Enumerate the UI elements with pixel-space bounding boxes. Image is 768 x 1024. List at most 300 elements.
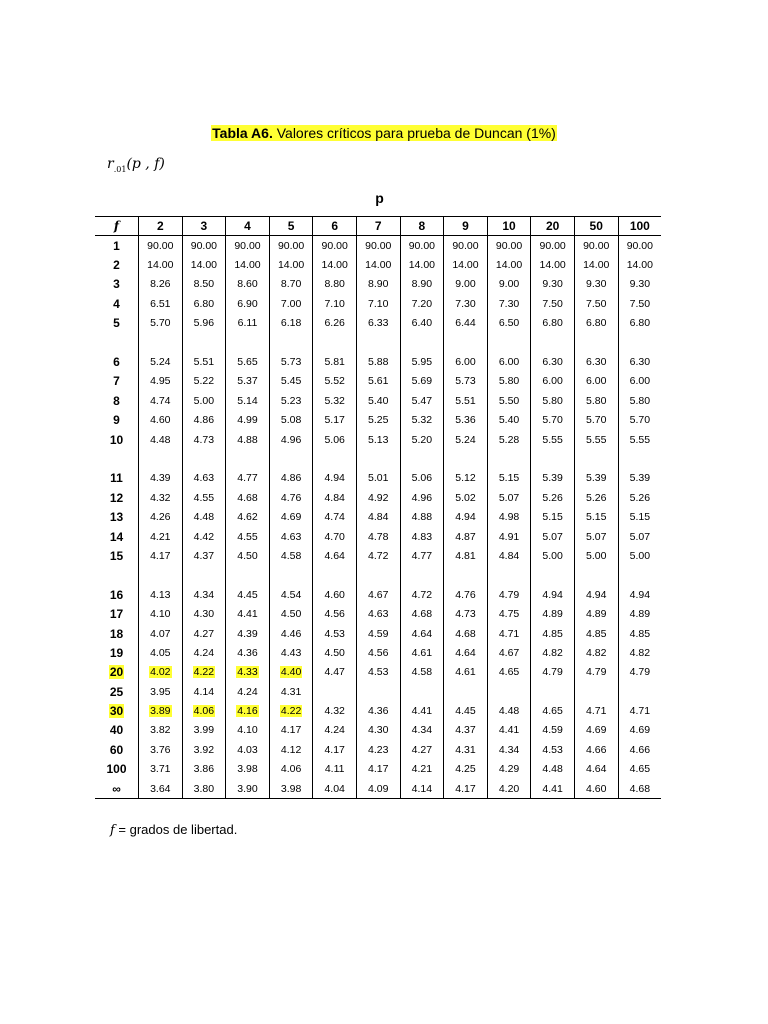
table-cell xyxy=(139,663,183,682)
spacer-cell xyxy=(139,449,183,468)
table-row xyxy=(95,779,661,799)
cell-value: 6.80 xyxy=(629,317,651,330)
header-p-100: 100 xyxy=(618,217,661,236)
cell-value: 4.62 xyxy=(237,511,258,524)
cell-value: 5.80 xyxy=(629,394,651,407)
spacer-cell xyxy=(139,333,183,352)
table-cell xyxy=(269,721,313,740)
table-cell xyxy=(139,604,183,623)
cell-value: 4.37 xyxy=(193,549,215,562)
table-cell xyxy=(313,779,357,799)
cell-value: 4.87 xyxy=(455,530,476,543)
table-cell xyxy=(531,236,575,256)
row-f-label xyxy=(95,430,139,449)
table-cell xyxy=(618,430,661,449)
table-cell xyxy=(487,469,531,488)
cell-value: 4.06 xyxy=(193,705,215,718)
cell-value: 5.96 xyxy=(193,317,215,330)
cell-value: 4.48 xyxy=(542,763,563,776)
table-cell xyxy=(618,391,661,410)
table-cell xyxy=(487,779,531,799)
cell-value: 5.15 xyxy=(542,511,563,524)
cell-value: 4.39 xyxy=(150,472,171,485)
cell-value: 8.90 xyxy=(368,278,389,291)
table-cell xyxy=(356,760,400,779)
table-cell xyxy=(226,255,270,274)
cell-value: 4.41 xyxy=(498,724,520,737)
cell-value: 3.80 xyxy=(193,782,215,795)
table-cell xyxy=(487,740,531,759)
table-cell xyxy=(226,294,270,313)
table-cell xyxy=(400,760,444,779)
table-cell xyxy=(356,682,400,701)
table-cell xyxy=(226,314,270,333)
table-cell xyxy=(269,507,313,526)
cell-value: 90.00 xyxy=(626,239,653,252)
table-row xyxy=(95,740,661,759)
spacer-cell xyxy=(531,566,575,585)
table-cell xyxy=(444,643,488,662)
table-cell xyxy=(226,682,270,701)
cell-value: 5.07 xyxy=(498,491,520,504)
cell-value: 4.21 xyxy=(411,763,433,776)
table-cell xyxy=(487,236,531,256)
table-cell xyxy=(139,275,183,294)
table-cell xyxy=(139,236,183,256)
cell-value: 5.08 xyxy=(280,414,302,427)
table-cell xyxy=(444,314,488,333)
table-cell xyxy=(269,391,313,410)
table-cell xyxy=(182,643,226,662)
table-cell xyxy=(531,294,575,313)
table-cell xyxy=(269,314,313,333)
spacer-cell xyxy=(313,333,357,352)
cell-value: 4.89 xyxy=(586,608,607,621)
table-cell xyxy=(400,604,444,623)
cell-value: 4.50 xyxy=(237,549,258,562)
cell-value: 4.55 xyxy=(237,530,258,543)
cell-value: 4.40 xyxy=(280,666,302,679)
cell-value: 4.84 xyxy=(498,549,520,562)
table-cell xyxy=(356,721,400,740)
cell-value: 5.70 xyxy=(629,414,651,427)
footnote xyxy=(110,822,237,838)
row-f-label xyxy=(95,663,139,682)
cell-value: 90.00 xyxy=(583,239,610,252)
table-row xyxy=(95,604,661,623)
cell-value: 14.00 xyxy=(190,259,218,272)
cell-value: 4.41 xyxy=(237,608,258,621)
table-cell xyxy=(618,236,661,256)
table-cell xyxy=(400,294,444,313)
cell-value: 5.80 xyxy=(498,375,520,388)
cell-value: 4.86 xyxy=(280,472,302,485)
cell-value: 7.30 xyxy=(498,297,520,310)
table-cell xyxy=(531,682,575,701)
cell-value: 4.63 xyxy=(368,608,389,621)
cell-value: 4.74 xyxy=(324,511,345,524)
table-cell xyxy=(313,624,357,643)
row-f-text: 14 xyxy=(109,529,124,544)
table-cell xyxy=(139,294,183,313)
table-cell xyxy=(400,411,444,430)
cell-value: 4.30 xyxy=(368,724,389,737)
cell-value: 4.72 xyxy=(411,588,433,601)
table-cell xyxy=(444,507,488,526)
row-f-text: 4 xyxy=(113,296,120,311)
cell-value: 4.09 xyxy=(368,782,389,795)
table-cell xyxy=(444,663,488,682)
table-cell xyxy=(531,488,575,507)
cell-value: 5.73 xyxy=(455,375,476,388)
table-cell xyxy=(444,255,488,274)
cell-value: 4.67 xyxy=(368,588,389,601)
row-f-label xyxy=(95,236,139,256)
table-cell xyxy=(574,760,618,779)
table-cell xyxy=(313,314,357,333)
table-cell xyxy=(531,701,575,720)
cell-value: 4.96 xyxy=(280,433,302,446)
table-cell xyxy=(226,236,270,256)
table-cell xyxy=(226,624,270,643)
cell-value: 5.51 xyxy=(193,356,215,369)
table-cell xyxy=(531,275,575,294)
table-cell xyxy=(313,663,357,682)
cell-value: 4.48 xyxy=(498,705,520,718)
table-cell xyxy=(269,255,313,274)
table-cell xyxy=(400,488,444,507)
table-cell xyxy=(487,391,531,410)
table-cell xyxy=(400,585,444,604)
cell-value: 4.24 xyxy=(237,685,258,698)
cell-value: 5.06 xyxy=(324,433,345,446)
cell-value: 4.88 xyxy=(237,433,258,446)
cell-value: 5.00 xyxy=(586,549,607,562)
table-cell xyxy=(400,275,444,294)
cell-value: 4.65 xyxy=(629,763,651,776)
spacer-cell xyxy=(182,566,226,585)
table-cell xyxy=(487,352,531,371)
cell-value: 4.75 xyxy=(498,608,520,621)
table-cell xyxy=(531,372,575,391)
table-cell xyxy=(182,546,226,565)
footnote-f: f xyxy=(110,823,115,838)
table-cell xyxy=(574,372,618,391)
cell-value: 4.12 xyxy=(280,743,302,756)
table-cell xyxy=(356,469,400,488)
cell-value: 4.69 xyxy=(280,511,302,524)
table-cell xyxy=(487,624,531,643)
table-cell xyxy=(618,469,661,488)
table-cell xyxy=(139,779,183,799)
table-body xyxy=(95,236,661,799)
cell-value: 4.60 xyxy=(586,782,607,795)
row-f-text: 12 xyxy=(109,490,124,505)
cell-value: 8.26 xyxy=(150,278,171,291)
table-row xyxy=(95,352,661,371)
cell-value: 4.42 xyxy=(193,530,215,543)
cell-value: 5.51 xyxy=(455,394,476,407)
cell-value: 4.63 xyxy=(280,530,302,543)
cell-value: 14.00 xyxy=(321,259,348,272)
table-cell xyxy=(226,701,270,720)
cell-value: 4.85 xyxy=(629,627,651,640)
table-cell xyxy=(269,546,313,565)
cell-value: 5.26 xyxy=(542,491,563,504)
row-f-label xyxy=(95,546,139,565)
table-cell xyxy=(574,411,618,430)
table-cell xyxy=(400,740,444,759)
row-f-text: 5 xyxy=(113,316,120,331)
table-cell xyxy=(269,760,313,779)
table-cell xyxy=(269,740,313,759)
table-cell xyxy=(139,760,183,779)
table-cell xyxy=(226,275,270,294)
table-cell xyxy=(487,643,531,662)
table-row xyxy=(95,391,661,410)
table-cell xyxy=(269,682,313,701)
cell-value: 90.00 xyxy=(539,239,566,252)
table-cell xyxy=(356,391,400,410)
cell-value: 4.17 xyxy=(368,763,389,776)
cell-value: 7.50 xyxy=(629,297,651,310)
table-cell xyxy=(444,352,488,371)
table-cell xyxy=(313,682,357,701)
table-cell xyxy=(487,701,531,720)
table-cell xyxy=(400,721,444,740)
table-cell xyxy=(531,391,575,410)
cell-value: 4.92 xyxy=(368,491,389,504)
cell-value: 4.48 xyxy=(193,511,215,524)
table-cell xyxy=(531,546,575,565)
table-cell xyxy=(182,372,226,391)
cell-value: 6.50 xyxy=(498,317,520,330)
table-cell xyxy=(356,411,400,430)
table-cell xyxy=(444,488,488,507)
spacer-cell xyxy=(95,333,139,352)
table-cell xyxy=(356,507,400,526)
cell-value: 4.83 xyxy=(411,530,433,543)
cell-value: 4.30 xyxy=(193,608,215,621)
table-cell xyxy=(574,469,618,488)
cell-value: 4.77 xyxy=(237,472,258,485)
table-cell xyxy=(356,488,400,507)
cell-value: 4.32 xyxy=(150,491,171,504)
table-cell xyxy=(618,314,661,333)
cell-value: 4.33 xyxy=(237,666,258,679)
cell-value: 4.81 xyxy=(455,549,476,562)
cell-value: 5.39 xyxy=(542,472,563,485)
row-f-label xyxy=(95,411,139,430)
row-f-label xyxy=(95,604,139,623)
table-cell xyxy=(182,760,226,779)
table-cell xyxy=(356,352,400,371)
table-cell xyxy=(531,643,575,662)
cell-value: 5.26 xyxy=(629,491,651,504)
table-cell xyxy=(226,760,270,779)
cell-value: 4.58 xyxy=(411,666,433,679)
table-cell xyxy=(139,701,183,720)
table-row xyxy=(95,294,661,313)
table-cell xyxy=(226,372,270,391)
cell-value: 14.00 xyxy=(234,259,261,272)
cell-value: 4.34 xyxy=(193,588,215,601)
table-cell xyxy=(182,255,226,274)
cell-value: 4.41 xyxy=(411,705,433,718)
row-f-label xyxy=(95,275,139,294)
table-cell xyxy=(182,488,226,507)
table-row xyxy=(95,430,661,449)
table-cell xyxy=(618,701,661,720)
table-cell xyxy=(400,430,444,449)
row-f-text: 15 xyxy=(109,548,124,563)
cell-value: 4.46 xyxy=(280,627,302,640)
table-cell xyxy=(444,721,488,740)
cell-value: 5.52 xyxy=(324,375,345,388)
cell-value: 6.44 xyxy=(455,317,476,330)
table-cell xyxy=(226,546,270,565)
cell-value: 4.24 xyxy=(324,724,345,737)
row-f-text: 100 xyxy=(106,762,127,777)
table-cell xyxy=(356,314,400,333)
table-cell xyxy=(139,411,183,430)
table-cell xyxy=(400,352,444,371)
table-cell xyxy=(487,546,531,565)
row-f-text: 17 xyxy=(109,607,124,622)
table-cell xyxy=(313,275,357,294)
table-cell xyxy=(356,294,400,313)
cell-value: 4.56 xyxy=(324,608,345,621)
cell-value: 5.32 xyxy=(324,394,345,407)
cell-value: 14.00 xyxy=(495,259,523,272)
cell-value: 4.66 xyxy=(586,743,607,756)
spacer-cell xyxy=(487,449,531,468)
table-cell xyxy=(139,488,183,507)
cell-value: 4.63 xyxy=(193,472,215,485)
cell-value: 4.58 xyxy=(280,549,302,562)
cell-value: 5.73 xyxy=(280,356,302,369)
cell-value: 4.96 xyxy=(411,491,433,504)
cell-value: 8.80 xyxy=(324,278,345,291)
row-f-text: 9 xyxy=(113,413,120,428)
cell-value: 90.00 xyxy=(147,239,174,252)
table-cell xyxy=(487,314,531,333)
table-cell xyxy=(269,352,313,371)
table-row xyxy=(95,275,661,294)
spacer-cell xyxy=(139,566,183,585)
table-cell xyxy=(313,643,357,662)
table-cell xyxy=(226,663,270,682)
table-cell xyxy=(182,585,226,604)
table-cell xyxy=(182,411,226,430)
cell-value: 5.65 xyxy=(237,356,258,369)
cell-value: 90.00 xyxy=(495,239,523,252)
cell-value: 4.89 xyxy=(629,608,651,621)
table-cell xyxy=(356,527,400,546)
table-cell xyxy=(618,779,661,799)
cell-value: 5.22 xyxy=(193,375,215,388)
row-f-label xyxy=(95,372,139,391)
table-cell xyxy=(313,740,357,759)
table-cell xyxy=(487,255,531,274)
table-cell xyxy=(618,527,661,546)
row-f-label xyxy=(95,760,139,779)
cell-value: 4.07 xyxy=(150,627,171,640)
cell-value: 4.25 xyxy=(455,763,476,776)
table-cell xyxy=(139,740,183,759)
row-f-text: 20 xyxy=(109,665,124,680)
cell-value: 4.95 xyxy=(150,375,171,388)
cell-value: 4.64 xyxy=(324,549,345,562)
cell-value: 5.55 xyxy=(542,433,563,446)
cell-value: 3.82 xyxy=(150,724,171,737)
row-f-label xyxy=(95,643,139,662)
row-f-text: 25 xyxy=(109,684,124,699)
table-cell xyxy=(226,643,270,662)
duncan-table xyxy=(95,216,661,799)
cell-value: 9.30 xyxy=(586,278,607,291)
cell-value: 5.24 xyxy=(150,356,171,369)
cell-value: 4.94 xyxy=(455,511,476,524)
cell-value: 5.36 xyxy=(455,414,476,427)
table-cell xyxy=(139,352,183,371)
spacer-cell xyxy=(444,566,488,585)
table-row xyxy=(95,527,661,546)
table-cell xyxy=(226,507,270,526)
table-cell xyxy=(269,294,313,313)
cell-value: 14.00 xyxy=(365,259,392,272)
table-cell xyxy=(269,624,313,643)
spacer-cell xyxy=(531,333,575,352)
table-cell xyxy=(182,391,226,410)
row-f-label xyxy=(95,391,139,410)
table-row xyxy=(95,760,661,779)
cell-value: 4.14 xyxy=(193,685,215,698)
table-cell xyxy=(574,604,618,623)
row-f-text: 13 xyxy=(109,510,124,525)
cell-value: 4.29 xyxy=(498,763,520,776)
table-cell xyxy=(574,663,618,682)
cell-value: 5.70 xyxy=(542,414,563,427)
table-cell xyxy=(400,624,444,643)
table-cell xyxy=(400,391,444,410)
row-f-label xyxy=(95,721,139,740)
spacer-cell xyxy=(444,333,488,352)
table-cell xyxy=(182,721,226,740)
table-cell xyxy=(531,411,575,430)
cell-value: 6.30 xyxy=(542,356,563,369)
row-f-text: 1 xyxy=(113,238,120,253)
cell-value: 5.55 xyxy=(629,433,651,446)
spacer-cell xyxy=(618,566,661,585)
cell-value: 5.80 xyxy=(542,394,563,407)
table-cell xyxy=(356,663,400,682)
table-cell xyxy=(313,546,357,565)
table-cell xyxy=(400,507,444,526)
table-cell xyxy=(444,430,488,449)
cell-value: 3.99 xyxy=(193,724,215,737)
table-cell xyxy=(313,352,357,371)
table-cell xyxy=(531,779,575,799)
cell-value: 90.00 xyxy=(321,239,348,252)
table-cell xyxy=(139,585,183,604)
table-row xyxy=(95,701,661,720)
table-cell xyxy=(182,507,226,526)
table-cell xyxy=(182,740,226,759)
cell-value: 6.00 xyxy=(629,375,651,388)
formula-r: r xyxy=(107,156,114,172)
table-cell xyxy=(531,507,575,526)
